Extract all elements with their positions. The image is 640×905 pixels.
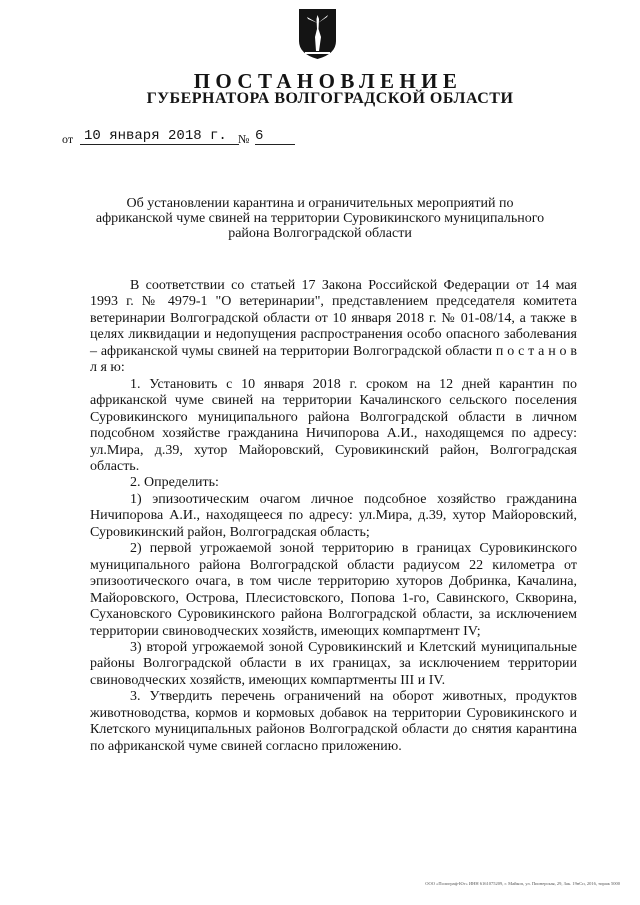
coat-of-arms-emblem [297, 7, 338, 61]
printer-imprint: ООО «Полиграф-Юг» ИНН 6161075209, г. Майкоп, ул. Пионерская, 29, Зак. 19нСп, 2016, тираж 5000 [425, 881, 620, 886]
document-number: 6 [255, 128, 295, 145]
clause-2-item-3: 3) второй угрожаемой зоной Суровикинский и Клетский муниципальные районы Волгоградской области в их границах, за исключением территории свиноводческих хозяйств, имеющих компартменты III и IV. [90, 639, 577, 688]
document-title: ПОСТАНОВЛЕНИЕ [193, 69, 463, 93]
document-issuer: ГУБЕРНАТОРА ВОЛГОГРАДСКОЙ ОБЛАСТИ [146, 90, 514, 107]
clause-2-item-2: 2) первой угрожаемой зоной территорию в границах Суровикинского муниципального района Волгоградской области радиусом 22 километра от эпизоотического очага, в том числе территорию хуторов Добринка, Качалина, Майоровского, Острова, Плесистовского, Попова 1-го, Савинского, Скворина, Сухановского Суровикинского района Волгоградской области, за исключением территории свиноводческих хозяйств, имеющих компартмент IV; [90, 541, 577, 639]
clause-2-item-1: 1) эпизоотическим очагом личное подсобное хозяйство гражданина Ничипорова А.И., находящееся по адресу: ул.Мира, д.39, хутор Майоровский, Суровикинский район, Волгоградская область; [90, 491, 577, 540]
clause-2-heading: 2. Определить: [130, 475, 219, 491]
date-prefix: от [62, 132, 74, 146]
clause-1-paragraph: 1. Установить с 10 января 2018 г. сроком на 12 дней карантин по африканской чуме свиней на территории Качалинского сельского поселения Суровикинского муниципального района Волгоградской области в личном подсобном хозяйстве гражданина Ничипорова А.И., находящемся по адресу: ул.Мира, д.39, хутор Майоровский, Суровикинский район, Волгоградская область. [90, 376, 577, 474]
clause-3-paragraph: 3. Утвердить перечень ограничений на оборот животных, продуктов животноводства, кормов и кормовых добавок на территории Суровикинского и Клетского муниципальных районов Волгоградской области до снятия карантина по африканской чуме свиней согласно приложению. [90, 689, 577, 754]
number-label: № [238, 132, 250, 146]
document-date: 10 января 2018 г. [80, 128, 239, 145]
document-body [90, 278, 577, 755]
preamble-paragraph: В соответствии со статьей 17 Закона Российской Федерации от 14 мая 1993 г. № 4979-1 "О ветеринарии", представлением председателя комитета ветеринарии Волгоградской области от 10 января 2018 г. № 01-08/14, а также в целях ликвидации и недопущения распространения особо опасного заболевания – африканской чумы свиней на территории Волгоградской области п о с т а н о в л я ю: [90, 278, 577, 376]
document-subject: Об установлении карантина и ограничительных мероприятий по африканской чуме свиней на территории Суровикинского муниципального района Волгоградской области [95, 196, 545, 241]
